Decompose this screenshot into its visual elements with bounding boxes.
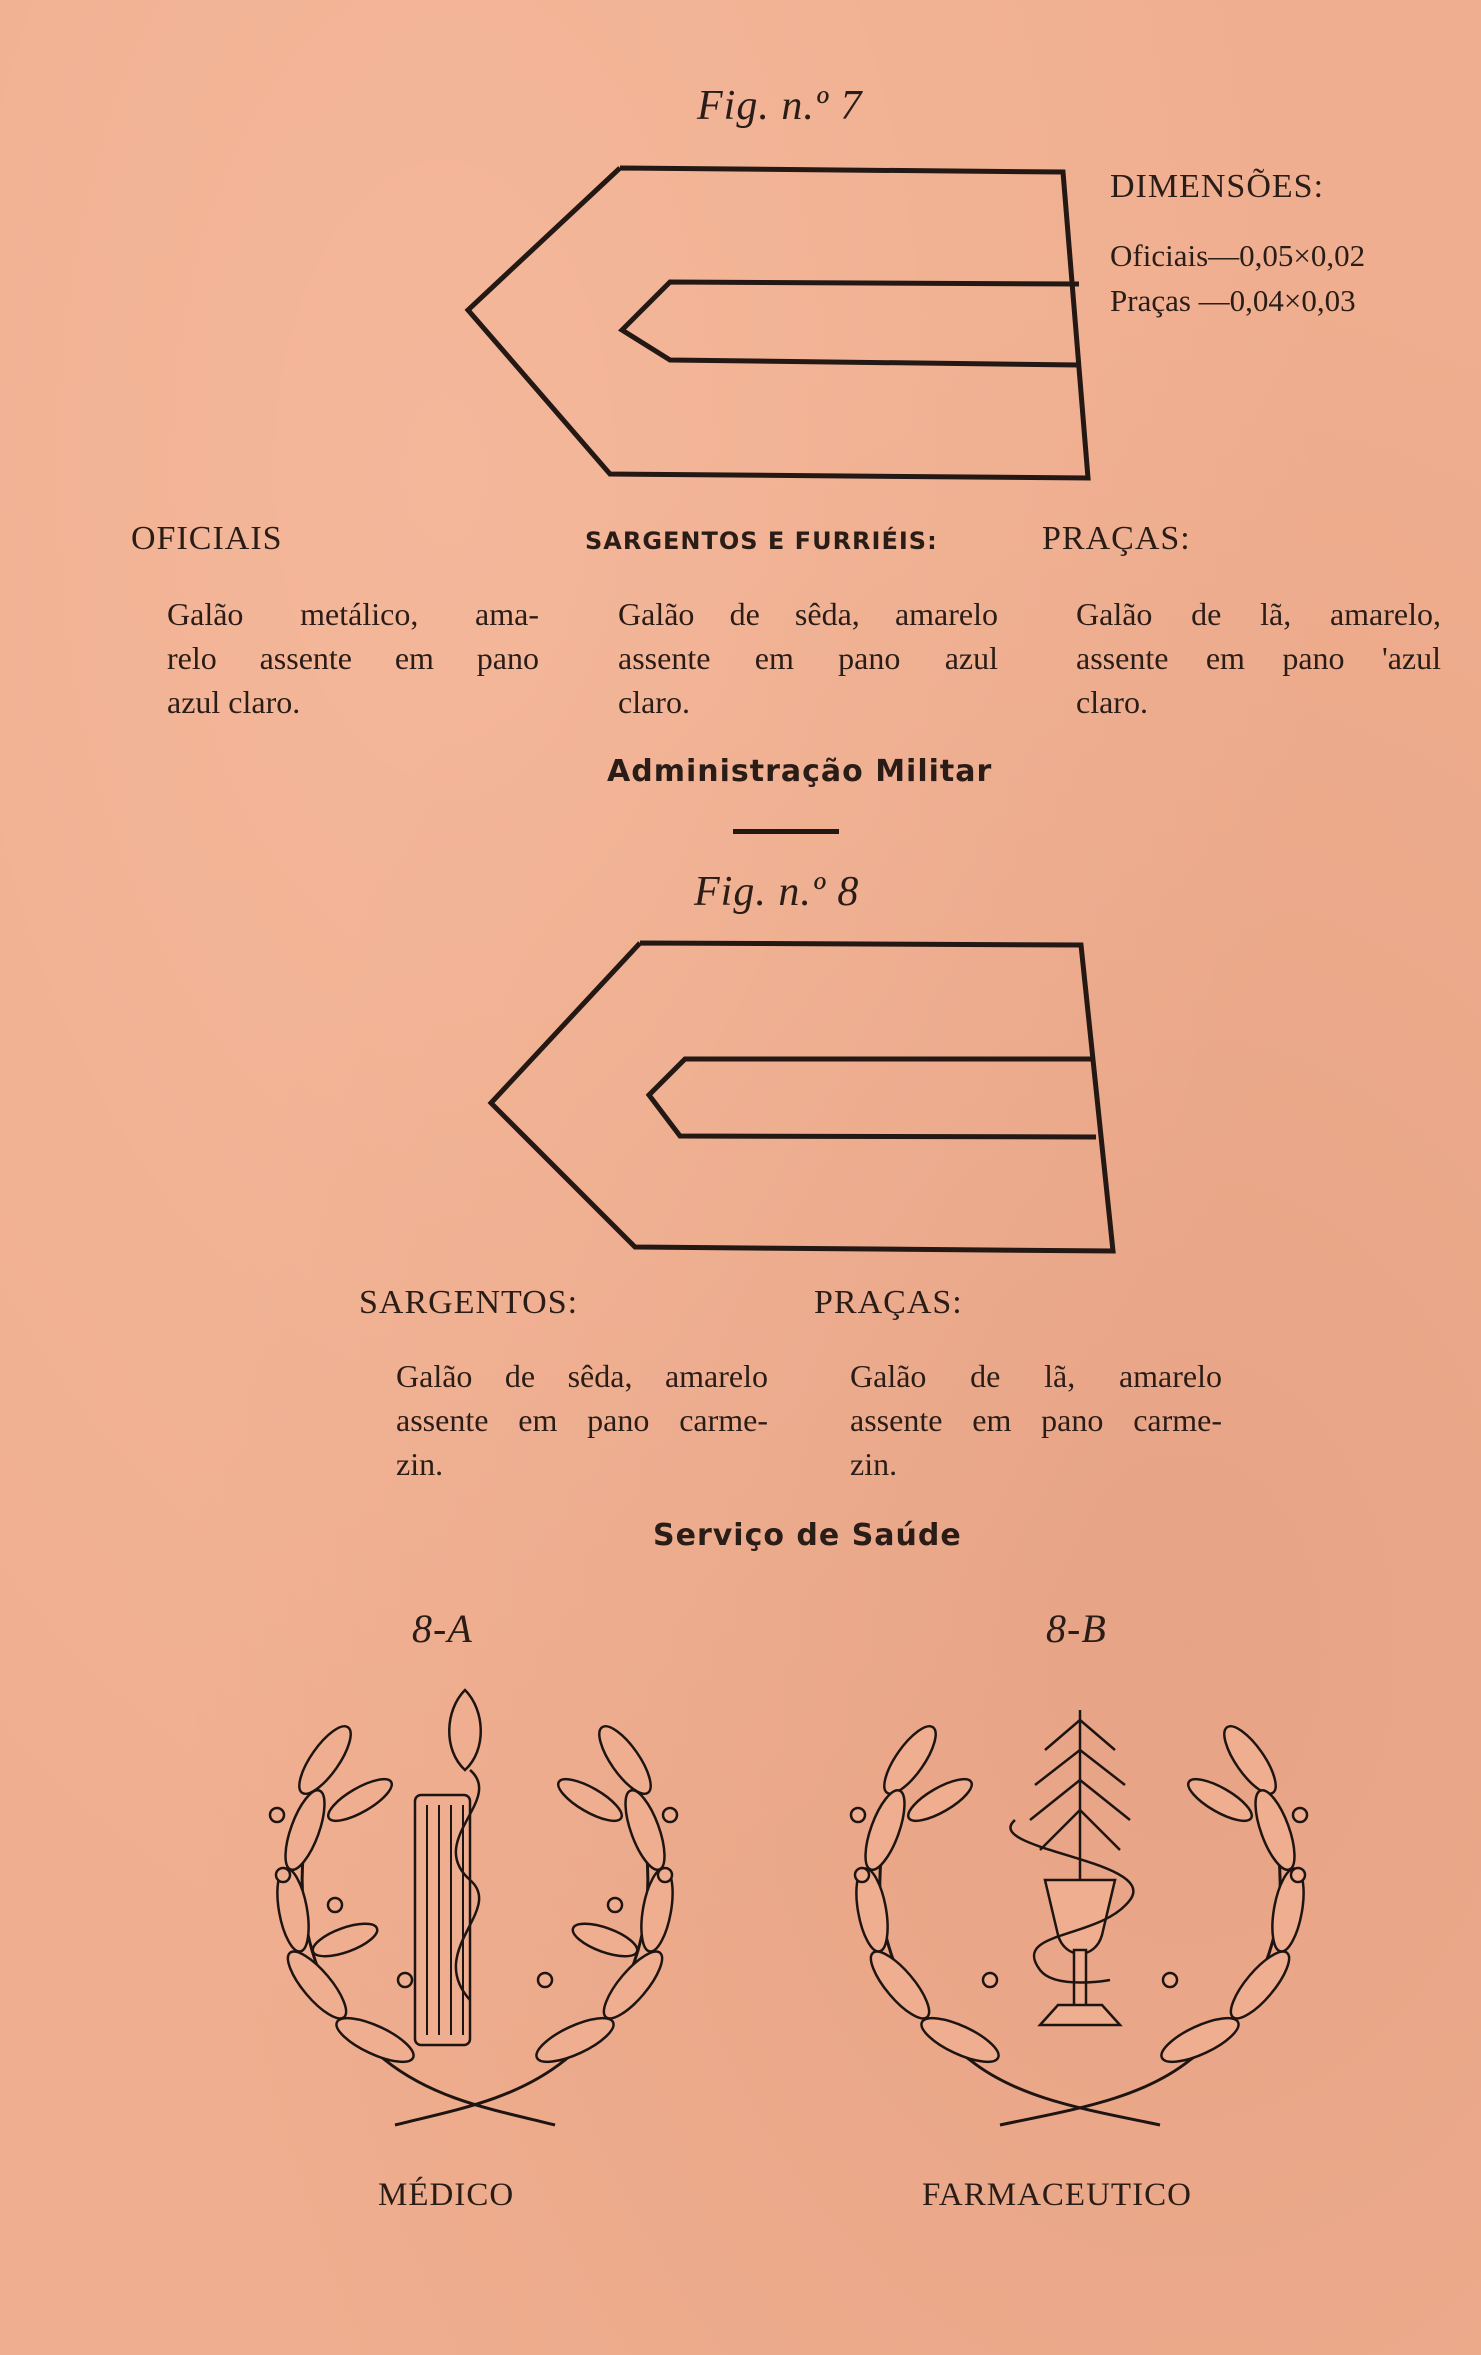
fig7-sargentos-text [618, 592, 998, 724]
emblem-8a-label: 8-A [412, 1606, 473, 1651]
divider [733, 829, 839, 834]
chalice-serpent-laurel-wreath-icon [840, 1680, 1320, 2140]
fig7-pracas-line: claro. [1076, 684, 1148, 720]
fig7-pracas-line: assente em pano 'azul [1076, 640, 1441, 676]
fig7-title: Fig. n.º 7 [697, 83, 863, 129]
section-administracao-militar: Administração Militar [607, 754, 993, 789]
fig8-sargentos-line: Galão de sêda, amarelo [396, 1358, 768, 1394]
fig8-pracas-line: Galão de lã, amarelo [850, 1358, 1222, 1394]
fig7-galon-icon [460, 160, 1100, 490]
fig7-sargentos-line: claro. [618, 684, 690, 720]
fig8-sargentos-heading: SARGENTOS: [359, 1284, 579, 1321]
fig8-title: Fig. n.º 8 [694, 869, 860, 915]
caduceus-laurel-wreath-icon [265, 1680, 685, 2140]
fig7-oficiais-line: relo assente em pano [167, 640, 539, 676]
fig7-pracas-text [1076, 592, 1441, 724]
emblem-8b-label: 8-B [1046, 1606, 1107, 1651]
fig7-dimensions-pracas: Praças —0,04×0,03 [1110, 283, 1356, 318]
fig7-sargentos-line: assente em pano azul [618, 640, 998, 676]
fig8-sargentos-line: zin. [396, 1446, 444, 1482]
fig7-oficiais-text [167, 592, 539, 724]
fig8-pracas-text [850, 1354, 1222, 1486]
fig7-oficiais-line: Galão metálico, ama- [167, 596, 539, 632]
fig7-sargentos-line: Galão de sêda, amarelo [618, 596, 998, 632]
fig7-dimensions-heading: DIMENSÕES: [1110, 168, 1325, 205]
fig8-pracas-line: assente em pano carme- [850, 1402, 1222, 1438]
fig8-pracas-line: zin. [850, 1446, 898, 1482]
emblem-8a-caption: MÉDICO [378, 2177, 515, 2213]
fig7-oficiais-line: azul claro. [167, 684, 301, 720]
fig8-galon-icon [485, 935, 1125, 1255]
fig7-dimensions-oficiais: Oficiais—0,05×0,02 [1110, 238, 1366, 273]
fig8-sargentos-text [396, 1354, 768, 1486]
fig7-sargentos-heading: SARGENTOS E FURRIÉIS: [585, 527, 938, 555]
emblem-8b-caption: FARMACEUTICO [922, 2177, 1192, 2213]
fig8-pracas-heading: PRAÇAS: [814, 1284, 963, 1321]
fig8-sargentos-line: assente em pano carme- [396, 1402, 768, 1438]
section-servico-de-saude: Serviço de Saúde [653, 1518, 962, 1553]
fig7-pracas-heading: PRAÇAS: [1042, 520, 1191, 557]
fig7-oficiais-heading: OFICIAIS [131, 520, 283, 557]
fig7-pracas-line: Galão de lã, amarelo, [1076, 596, 1441, 632]
